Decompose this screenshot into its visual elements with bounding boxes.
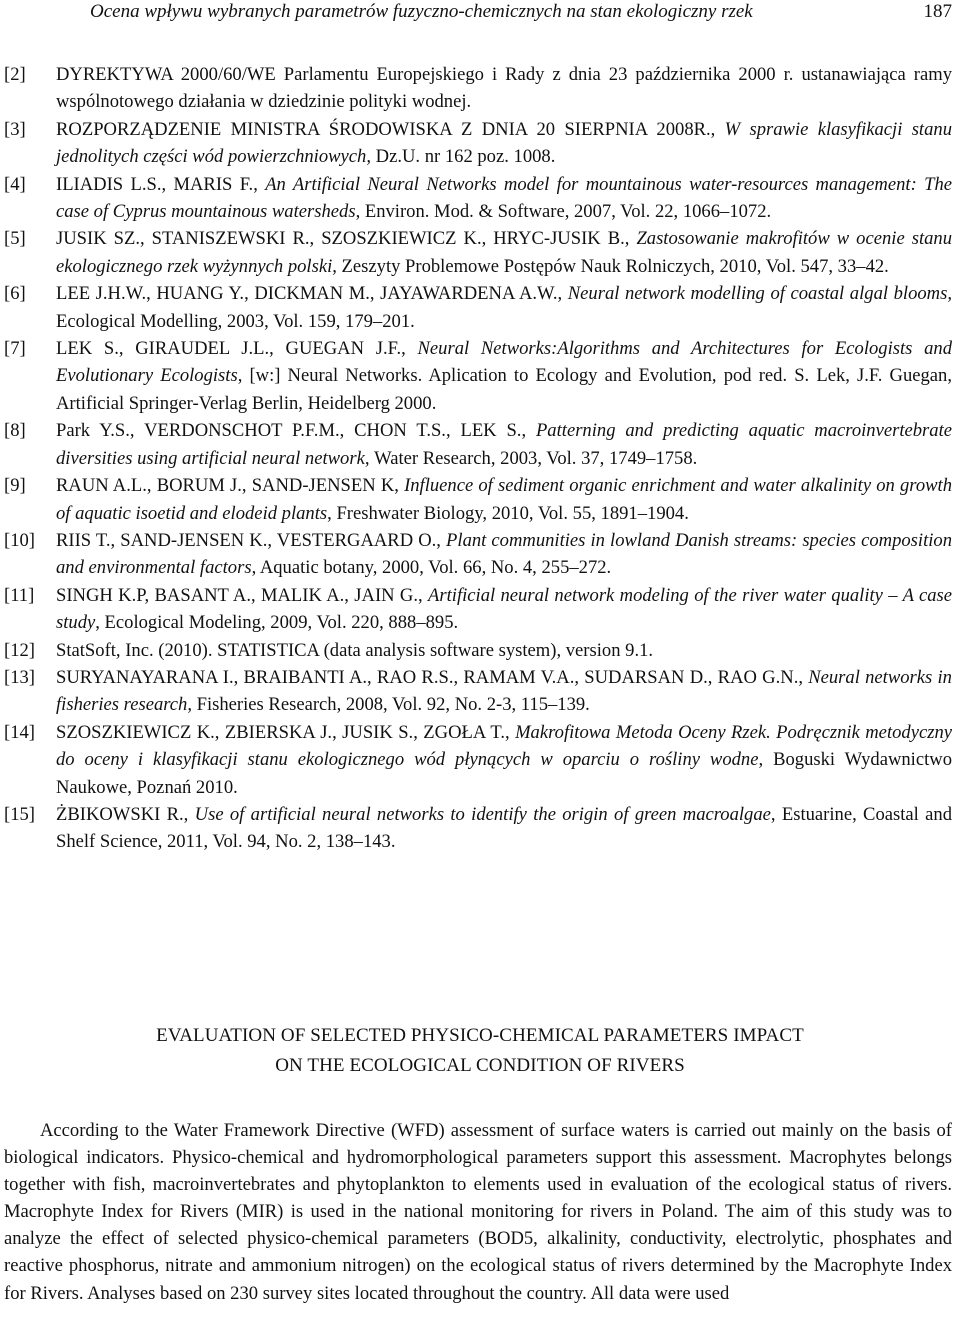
reference-number: [6]: [4, 283, 26, 305]
reference-text: SINGH K.P, BASANT A., MALIK A., JAIN G.,: [56, 584, 429, 606]
reference-item: [4, 582, 952, 637]
page-header: [52, 0, 952, 24]
reference-number: [11]: [4, 584, 35, 606]
reference-title-italic: Influence of sediment organic enrichment and water alkalinity on growth of aquatic isoetid and elodeid plants: [56, 475, 953, 524]
reference-text: JUSIK SZ., STANISZEWSKI R., SZOSZKIEWICZ K., HRYC-JUSIK B.,: [56, 228, 637, 250]
reference-text: SURYANAYARANA I., BRAIBANTI A., RAO R.S., RAMAM V.A., SUDARSAN D., RAO G.N.,: [56, 666, 809, 688]
reference-text: Boguski Wydawnictwo Naukowe, Poznań 2010.: [56, 749, 952, 798]
reference-title-italic: Plant communities in lowland Danish streams: species composition and environmental factors: [56, 529, 953, 579]
reference-number: [13]: [4, 666, 35, 688]
running-title: Ocena wpływu wybranych parametrów fuzyczno-chemicznych na stan ekologiczny rzek: [90, 1, 753, 22]
reference-number: [15]: [4, 803, 35, 825]
reference-title-italic: W sprawie klasyfikacji stanu jednolitych części wód powierzchniowych,: [56, 118, 952, 168]
reference-title-italic: Neural Networks:Algorithms and Architectures for Ecologists and Evolutionary Ecologists: [56, 338, 953, 387]
reference-item: [4, 664, 952, 719]
reference-title-italic: Zastosowanie makrofitów w ocenie stanu ekologicznego rzek wyżynnych polski: [56, 228, 953, 277]
reference-item: [4, 171, 952, 226]
reference-text: Dz.U. nr 162 poz. 1008.: [375, 146, 556, 168]
reference-text: RIIS T., SAND-JENSEN K., VESTERGAARD O.,: [56, 529, 447, 551]
reference-number: [5]: [4, 228, 26, 250]
english-title: [0, 1021, 960, 1081]
reference-title-italic: An Artificial Neural Networks model for mountainous water-resources management: The case of Cyprus mountainous watersheds: [56, 173, 952, 223]
reference-item: [4, 335, 952, 417]
reference-text: , Freshwater Biology, 2010, Vol. 55, 1891–1904.: [327, 502, 689, 524]
reference-text: ROZPORZĄDZENIE MINISTRA ŚRODOWISKA Z DNIA 20 SIERPNIA 2008R.,: [56, 118, 725, 140]
reference-item: [4, 527, 952, 582]
reference-number: [10]: [4, 529, 35, 551]
reference-item: [4, 116, 952, 171]
reference-item: [4, 61, 952, 116]
reference-text: , Aquatic botany, 2000, Vol. 66, No. 4, 255–272.: [251, 557, 612, 579]
reference-item: [4, 280, 952, 335]
english-title-line-2: ON THE ECOLOGICAL CONDITION OF RIVERS: [275, 1055, 685, 1076]
reference-title-italic: Use of artificial neural networks to identify the origin of green macroalgae: [194, 803, 771, 825]
reference-text: , Estuarine, Coastal and Shelf Science, 2011, Vol. 94, No. 2, 138–143.: [56, 803, 952, 853]
reference-item: [4, 719, 952, 801]
reference-number: [3]: [4, 118, 26, 140]
reference-text: , [w:] Neural Networks. Aplication to Ecology and Evolution, pod red. S. Lek, J.F. Guegan, Artificial Springer-Verlag Berlin, Heidelberg 2000.: [56, 365, 952, 414]
reference-title-italic: Neural networks in fisheries research,: [56, 666, 952, 716]
reference-number: [4]: [4, 173, 26, 195]
reference-number: [14]: [4, 721, 35, 743]
reference-item: [4, 801, 952, 856]
reference-text: ILIADIS L.S., MARIS F.,: [56, 173, 266, 195]
reference-number: [7]: [4, 338, 26, 360]
reference-text: StatSoft, Inc. (2010). STATISTICA (data analysis software system), version 9.1.: [56, 639, 654, 661]
reference-text: SZOSZKIEWICZ K., ZBIERSKA J., JUSIK S., ZGOŁA T.,: [56, 721, 516, 743]
reference-item: [4, 417, 952, 472]
reference-text: Water Research, 2003, Vol. 37, 1749–1758.: [374, 447, 698, 469]
reference-title-italic: Artificial neural network modeling of the river water quality – A case study: [56, 584, 952, 634]
reference-text: , Zeszyty Problemowe Postępów Nauk Rolniczych, 2010, Vol. 547, 33–42.: [332, 255, 889, 277]
reference-item: [4, 472, 952, 527]
reference-text: , Environ. Mod. & Software, 2007, Vol. 22, 1066–1072.: [355, 201, 772, 223]
reference-text: RAUN A.L., BORUM J., SAND-JENSEN K,: [56, 475, 405, 497]
reference-title-italic: Patterning and predicting aquatic macroinvertebrate diversities using artificial neural network,: [56, 420, 952, 469]
reference-number: [12]: [4, 639, 35, 661]
reference-number: [2]: [4, 64, 26, 85]
reference-text: Park Y.S., VERDONSCHOT P.F.M., CHON T.S., LEK S.,: [56, 420, 536, 442]
reference-text: Fisheries Research, 2008, Vol. 92, No. 2-3, 115–139.: [196, 694, 590, 716]
reference-item: [4, 637, 952, 664]
reference-title-italic: Makrofitowa Metoda Oceny Rzek. Podręcznik metodyczny do oceny i klasyfikacji stanu ekologicznego wód płynących w oparciu o rośliny wodne,: [56, 721, 952, 771]
reference-text: LEE J.H.W., HUANG Y., DICKMAN M., JAYAWARDENA A.W.,: [56, 283, 568, 305]
reference-list: [4, 61, 952, 856]
reference-item: [4, 225, 952, 280]
page-number: 187: [923, 1, 952, 22]
reference-text: , Ecological Modeling, 2009, Vol. 220, 888–895.: [95, 612, 459, 634]
english-title-line-1: EVALUATION OF SELECTED PHYSICO-CHEMICAL PARAMETERS IMPACT: [156, 1025, 804, 1046]
reference-text: DYREKTYWA 2000/60/WE Parlamentu Europejskiego i Rady z dnia 23 października 2000 r. ustanawiająca ramy wspólnotowego działania w dziedzinie polityki wodnej.: [56, 64, 952, 113]
reference-text: Ecological Modelling, 2003, Vol. 159, 179–201.: [56, 310, 415, 332]
abstract-paragraph: According to the Water Framework Directive (WFD) assessment of surface waters is carried out mainly on the basis of biological indicators. Physico-chemical and hydromorphological parameters support this assessment. Macrophytes belongs together with fish, macroinvertebrates and phytoplankton to elements used in evaluation of the ecological status of rivers. Macrophyte Index for Rivers (MIR) is used in the national monitoring for rivers in Poland. The aim of this study was to analyze the effect of selected physico-chemical parameters (BOD5, alkalinity, conductivity, electrolytic, phosphates and reactive phosphorus, nitrate and ammonium nitrogen) on the ecological status of rivers determined by the Macrophyte Index for Rivers. Analyses based on 230 survey sites located throughout the country. All data were used: [4, 1120, 952, 1304]
reference-text: LEK S., GIRAUDEL J.L., GUEGAN J.F.,: [56, 338, 418, 360]
reference-text: ŻBIKOWSKI R.,: [56, 803, 195, 825]
reference-number: [9]: [4, 475, 26, 497]
reference-title-italic: Neural network modelling of coastal algal blooms,: [567, 283, 952, 305]
reference-number: [8]: [4, 420, 26, 442]
